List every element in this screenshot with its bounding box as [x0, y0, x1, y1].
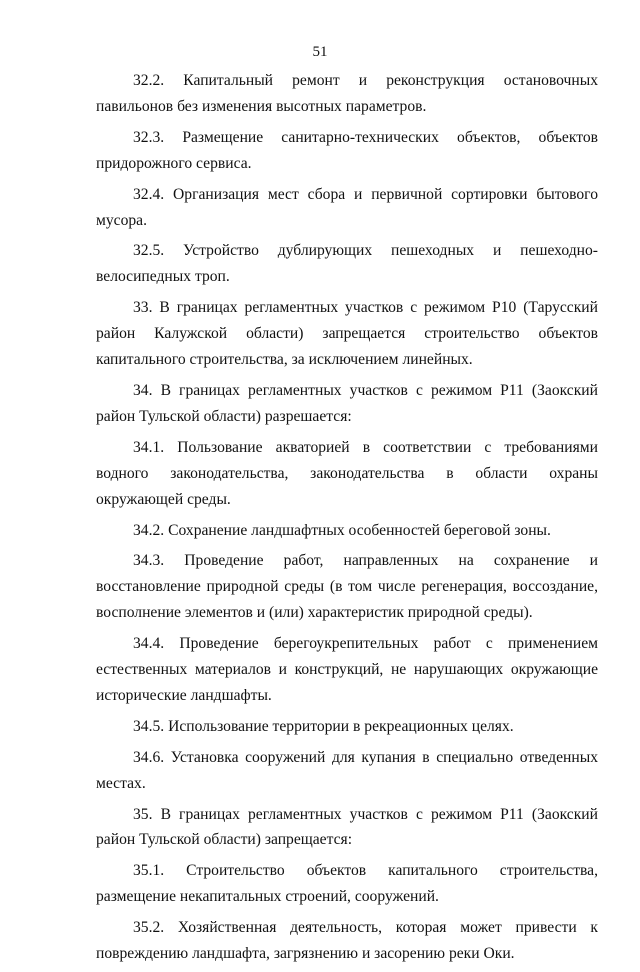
paragraph-32-2: 32.2. Капитальный ремонт и реконструкция остановочных павильонов без изменения высотных параметров.: [96, 72, 598, 115]
paragraph-35: 35. В границах регламентных участков с режимом Р11 (Заокский район Тульской области) запрещается:: [96, 805, 598, 849]
paragraph-34-6: 34.6. Установка сооружений для купания в специально отведенных местах.: [96, 748, 598, 792]
paragraph-34-5: 34.5. Использование территории в рекреационных целях.: [133, 717, 514, 735]
paragraph-32-3: 32.3. Размещение санитарно-технических объектов, объектов придорожного сервиса.: [96, 128, 598, 172]
paragraph-33: 33. В границах регламентных участков с режимом Р10 (Тарусский район Калужской области) запрещается строительство объектов капитального строительства, за исключением линейных.: [96, 299, 598, 369]
paragraph-34-3: 34.3. Проведение работ, направленных на сохранение и восстановление природной среды (в том числе регенерация, воссоздание, восполнение элементов и (или) характеристик природной среды).: [96, 552, 598, 622]
paragraph-35-2: 35.2. Хозяйственная деятельность, которая может привести к повреждению ландшафта, загрязнению и засорению реки Оки.: [96, 919, 598, 963]
paragraph-34: 34. В границах регламентных участков с режимом Р11 (Заокский район Тульской области) разрешается:: [96, 381, 598, 425]
page-number: 51: [312, 44, 328, 60]
paragraph-34-4: 34.4. Проведение берегоукрепительных работ с применением естественных материалов и конструкций, не нарушающих окружающие исторические ландшафты.: [96, 635, 598, 704]
paragraph-32-5: 32.5. Устройство дублирующих пешеходных и пешеходно-велосипедных троп.: [96, 242, 598, 286]
paragraph-34-1: 34.1. Пользование акваторией в соответствии с требованиями водного законодательства, законодательства в области охраны окружающей среды.: [96, 438, 598, 508]
document-body: [96, 68, 598, 972]
paragraph-32-4: 32.4. Организация мест сбора и первичной сортировки бытового мусора.: [96, 185, 598, 229]
paragraph-35-1: 35.1. Строительство объектов капитального строительства, размещение некапитальных строений, сооружений.: [96, 862, 598, 906]
paragraph-34-2: 34.2. Сохранение ландшафтных особенностей береговой зоны.: [133, 521, 551, 539]
